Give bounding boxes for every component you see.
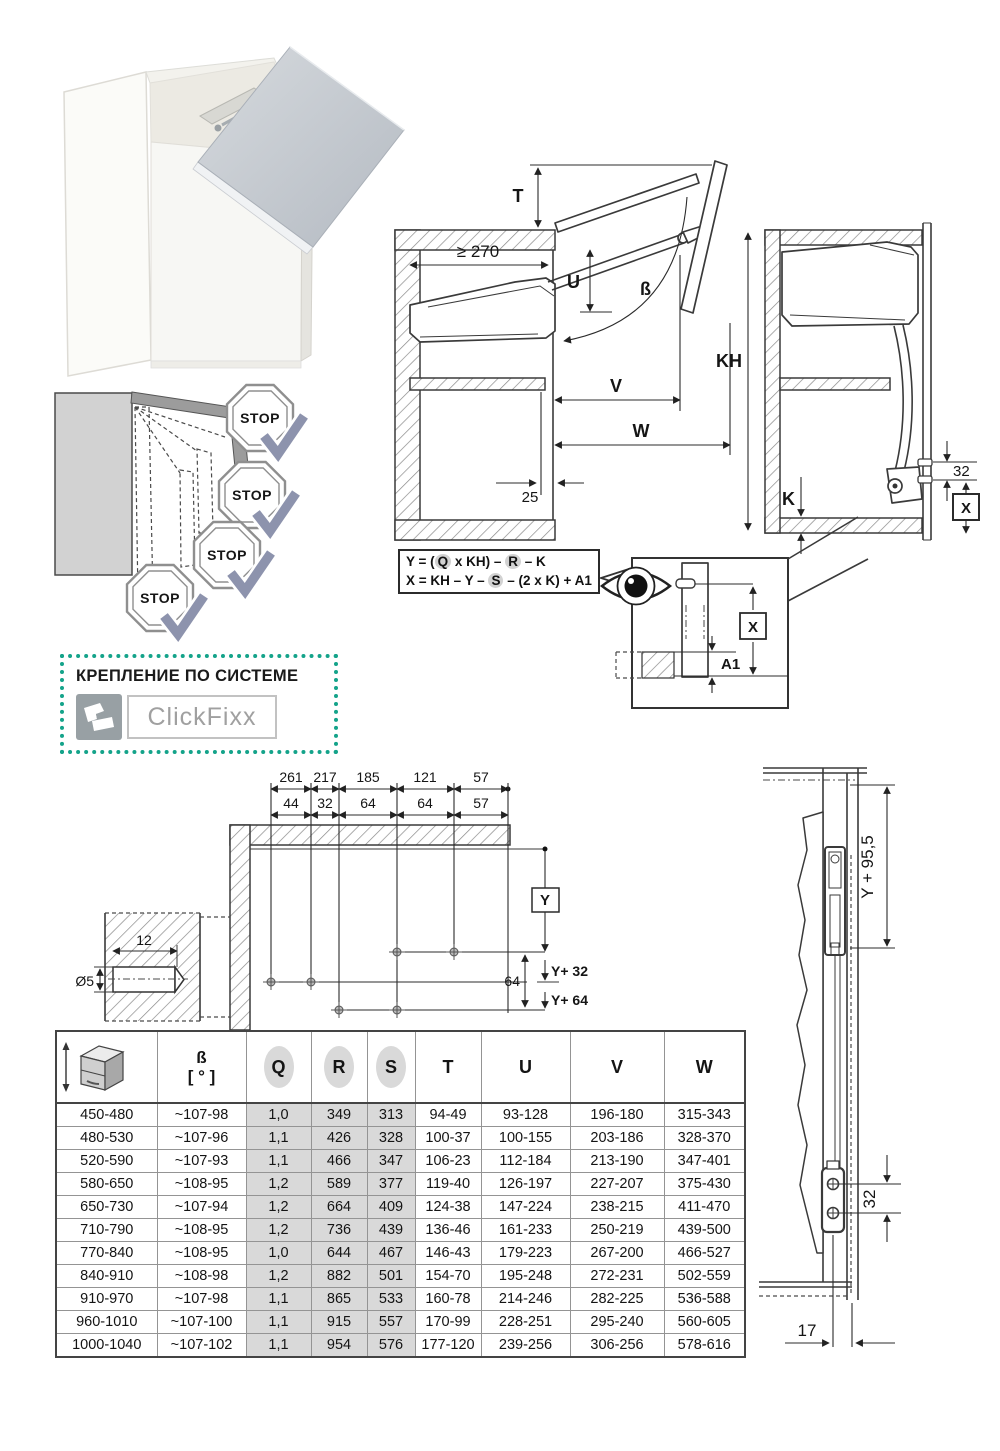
cabinet-lift-door-photo bbox=[50, 30, 410, 380]
table-cell: 466-527 bbox=[664, 1242, 745, 1265]
table-cell: 466 bbox=[311, 1150, 367, 1173]
table-cell: ~108-95 bbox=[157, 1219, 246, 1242]
chain-top-3: 121 bbox=[413, 769, 437, 785]
table-cell: 227-207 bbox=[570, 1173, 664, 1196]
drilling-pattern-diagram bbox=[60, 755, 610, 1040]
table-cell: ~108-95 bbox=[157, 1242, 246, 1265]
table-cell: 375-430 bbox=[664, 1173, 745, 1196]
header-q-circle: Q bbox=[264, 1046, 294, 1088]
header-u: U bbox=[481, 1031, 570, 1103]
lift-rail bbox=[825, 847, 845, 1168]
door-stop-positions-diagram: STOP bbox=[35, 375, 345, 645]
table-cell: 467 bbox=[367, 1242, 415, 1265]
table-cell: 306-256 bbox=[570, 1334, 664, 1358]
table-cell: 557 bbox=[367, 1311, 415, 1334]
table-cell: 315-343 bbox=[664, 1103, 745, 1127]
dim-label-beta: ß bbox=[640, 279, 651, 299]
dim-label-diameter: Ø5 bbox=[75, 973, 94, 989]
screw-spacing-dimension bbox=[839, 1155, 901, 1242]
table-cell: 710-790 bbox=[56, 1219, 157, 1242]
table-row bbox=[56, 1219, 745, 1242]
clickfixx-logo-icon bbox=[76, 694, 122, 740]
formula-q-circle: Q bbox=[435, 554, 452, 569]
chain-top-2: 185 bbox=[356, 769, 380, 785]
table-cell: ~107-93 bbox=[157, 1150, 246, 1173]
header-r-circle: R bbox=[324, 1046, 354, 1088]
chain-bottom-0: 44 bbox=[283, 795, 299, 811]
y-dimension bbox=[504, 851, 588, 1008]
table-cell: 100-37 bbox=[415, 1127, 481, 1150]
table-cell: 1,2 bbox=[246, 1265, 311, 1288]
table-cell: 126-197 bbox=[481, 1173, 570, 1196]
table-cell: 146-43 bbox=[415, 1242, 481, 1265]
header-q bbox=[246, 1031, 311, 1103]
cabinet-height-icon bbox=[57, 1038, 135, 1096]
bottom-panel bbox=[759, 1282, 852, 1296]
table-header-row bbox=[56, 1031, 745, 1103]
dim-label-kh: KH bbox=[716, 351, 742, 371]
table-cell: 439 bbox=[367, 1219, 415, 1242]
door-bracket bbox=[822, 1161, 844, 1232]
table-cell: 295-240 bbox=[570, 1311, 664, 1334]
table-cell: 533 bbox=[367, 1288, 415, 1311]
dim-label-depth: 12 bbox=[136, 932, 152, 948]
table-cell: 650-730 bbox=[56, 1196, 157, 1219]
header-r bbox=[311, 1031, 367, 1103]
dim-label-y: Y bbox=[539, 892, 551, 909]
table-cell: 580-650 bbox=[56, 1173, 157, 1196]
table-cell: 119-40 bbox=[415, 1173, 481, 1196]
table-cell: 347 bbox=[367, 1150, 415, 1173]
table-cell: 736 bbox=[311, 1219, 367, 1242]
table-cell: 161-233 bbox=[481, 1219, 570, 1242]
table-cell: 377 bbox=[367, 1173, 415, 1196]
table-cell: 409 bbox=[367, 1196, 415, 1219]
header-s bbox=[367, 1031, 415, 1103]
y-955-dimension bbox=[850, 785, 895, 948]
table-cell: 1,1 bbox=[246, 1150, 311, 1173]
dim-label-min-width: ≥ 270 bbox=[456, 242, 500, 261]
clickfixx-logo-row bbox=[76, 694, 326, 740]
table-row bbox=[56, 1334, 745, 1358]
table-cell: 450-480 bbox=[56, 1103, 157, 1127]
table-cell: 644 bbox=[311, 1242, 367, 1265]
formula-y-part: – K bbox=[520, 554, 546, 569]
table-cell: 195-248 bbox=[481, 1265, 570, 1288]
formula-y bbox=[406, 552, 592, 571]
table-cell: 100-155 bbox=[481, 1127, 570, 1150]
table-row bbox=[56, 1127, 745, 1150]
table-cell: 177-120 bbox=[415, 1334, 481, 1358]
table-cell: ~107-94 bbox=[157, 1196, 246, 1219]
table-body bbox=[56, 1103, 745, 1357]
table-cell: 272-231 bbox=[570, 1265, 664, 1288]
header-beta-symbol: ß bbox=[196, 1048, 207, 1067]
table-cell: 520-590 bbox=[56, 1150, 157, 1173]
table-row bbox=[56, 1103, 745, 1127]
table-cell: ~107-96 bbox=[157, 1127, 246, 1150]
table-cell: 536-588 bbox=[664, 1288, 745, 1311]
table-cell: 106-23 bbox=[415, 1150, 481, 1173]
table-cell: 313 bbox=[367, 1103, 415, 1127]
table-cell: 154-70 bbox=[415, 1265, 481, 1288]
table-row bbox=[56, 1173, 745, 1196]
table-row bbox=[56, 1311, 745, 1334]
dim-label-t: T bbox=[512, 186, 524, 206]
dim-label-v: V bbox=[609, 376, 623, 396]
eye-detail-bubble bbox=[601, 558, 788, 708]
table-cell: ~107-100 bbox=[157, 1311, 246, 1334]
hole-positions bbox=[263, 783, 545, 1018]
table-cell: 170-99 bbox=[415, 1311, 481, 1334]
formula-x-part: X = KH – Y – bbox=[406, 573, 489, 588]
table-cell: 94-49 bbox=[415, 1103, 481, 1127]
dim-label-k: K bbox=[782, 489, 795, 509]
formula-box bbox=[398, 549, 600, 594]
header-v: V bbox=[570, 1031, 664, 1103]
formula-s-circle: S bbox=[488, 573, 503, 588]
table-cell: 954 bbox=[311, 1334, 367, 1358]
table-cell: 840-910 bbox=[56, 1265, 157, 1288]
dim-label-w: W bbox=[632, 421, 650, 441]
header-cabinet-height bbox=[56, 1031, 157, 1103]
dim-label-64: 64 bbox=[504, 973, 520, 989]
table-cell: 770-840 bbox=[56, 1242, 157, 1265]
table-cell: 560-605 bbox=[664, 1311, 745, 1334]
formula-x-part: – (2 x K) + A1 bbox=[503, 573, 592, 588]
header-beta-unit: [ ° ] bbox=[187, 1067, 216, 1086]
dim-label-y32: Y+ 32 bbox=[551, 963, 588, 979]
dim-label-y955: Y + 95,5 bbox=[858, 835, 877, 899]
chain-bottom-4: 57 bbox=[473, 795, 489, 811]
table-cell: 213-190 bbox=[570, 1150, 664, 1173]
table-cell: 501 bbox=[367, 1265, 415, 1288]
table-cell: ~107-98 bbox=[157, 1103, 246, 1127]
clickfixx-panel bbox=[60, 654, 338, 754]
table-cell: 112-184 bbox=[481, 1150, 570, 1173]
table-cell: 480-530 bbox=[56, 1127, 157, 1150]
formula-r-circle: R bbox=[505, 554, 521, 569]
table-cell: 1,2 bbox=[246, 1219, 311, 1242]
table-cell: 1,2 bbox=[246, 1196, 311, 1219]
dim-label-screw-32: 32 bbox=[860, 1189, 879, 1209]
table-cell: 411-470 bbox=[664, 1196, 745, 1219]
table-cell: 1,0 bbox=[246, 1242, 311, 1265]
formula-y-part: Y = ( bbox=[406, 554, 435, 569]
hole-spacing-chains bbox=[271, 769, 508, 815]
table-cell: 196-180 bbox=[570, 1103, 664, 1127]
table-cell: 136-46 bbox=[415, 1219, 481, 1242]
dim-label-y64: Y+ 64 bbox=[551, 992, 588, 1008]
table-cell: 203-186 bbox=[570, 1127, 664, 1150]
header-beta bbox=[157, 1031, 246, 1103]
table-cell: 179-223 bbox=[481, 1242, 570, 1265]
dim-label-x-box: X bbox=[960, 500, 972, 517]
table-cell: 238-215 bbox=[570, 1196, 664, 1219]
dim-label-32: 32 bbox=[953, 463, 970, 480]
carcase-corner bbox=[230, 787, 551, 1031]
dim-label-17: 17 bbox=[797, 1321, 817, 1340]
header-t: T bbox=[415, 1031, 481, 1103]
table-cell: 328-370 bbox=[664, 1127, 745, 1150]
chain-bottom-1: 32 bbox=[317, 795, 333, 811]
table-cell: 960-1010 bbox=[56, 1311, 157, 1334]
table-cell: 664 bbox=[311, 1196, 367, 1219]
formula-y-part: x KH) – bbox=[451, 554, 506, 569]
table-row bbox=[56, 1150, 745, 1173]
table-cell: 1,0 bbox=[246, 1103, 311, 1127]
table-cell: 426 bbox=[311, 1127, 367, 1150]
table-cell: 589 bbox=[311, 1173, 367, 1196]
header-w: W bbox=[664, 1031, 745, 1103]
chain-top-4: 57 bbox=[473, 769, 489, 785]
table-cell: 160-78 bbox=[415, 1288, 481, 1311]
formula-x bbox=[406, 571, 592, 590]
table-cell: 578-616 bbox=[664, 1334, 745, 1358]
clickfixx-wordmark: ClickFixx bbox=[127, 695, 277, 739]
table-cell: 328 bbox=[367, 1127, 415, 1150]
table-cell: 1,1 bbox=[246, 1334, 311, 1358]
dimension-diagram bbox=[390, 155, 985, 725]
dim-label-a1: A1 bbox=[721, 656, 741, 673]
table-cell: ~108-95 bbox=[157, 1173, 246, 1196]
side-mounting-diagram bbox=[755, 755, 985, 1405]
table-row bbox=[56, 1242, 745, 1265]
table-cell: 239-256 bbox=[481, 1334, 570, 1358]
table-cell: 147-224 bbox=[481, 1196, 570, 1219]
table-cell: 882 bbox=[311, 1265, 367, 1288]
table-cell: 1,1 bbox=[246, 1288, 311, 1311]
table-cell: 214-246 bbox=[481, 1288, 570, 1311]
closed-section-dimensions bbox=[782, 441, 979, 554]
table-cell: ~107-102 bbox=[157, 1334, 246, 1358]
callout-neck bbox=[788, 559, 868, 601]
chain-bottom-3: 64 bbox=[417, 795, 433, 811]
table-cell: ~107-98 bbox=[157, 1288, 246, 1311]
dimension-table bbox=[55, 1030, 746, 1358]
table-cell: 347-401 bbox=[664, 1150, 745, 1173]
offset-17-dimension bbox=[785, 1235, 895, 1347]
table-cell: 267-200 bbox=[570, 1242, 664, 1265]
table-cell: 93-128 bbox=[481, 1103, 570, 1127]
table-row bbox=[56, 1288, 745, 1311]
chain-top-1: 217 bbox=[313, 769, 337, 785]
table-cell: 865 bbox=[311, 1288, 367, 1311]
table-cell: 228-251 bbox=[481, 1311, 570, 1334]
clickfixx-title: КРЕПЛЕНИЕ ПО СИСТЕМЕ bbox=[76, 667, 299, 685]
table-cell: 250-219 bbox=[570, 1219, 664, 1242]
torn-side-panel bbox=[797, 812, 823, 1253]
table-cell: 282-225 bbox=[570, 1288, 664, 1311]
hole-depth-detail bbox=[75, 913, 230, 1021]
chain-top-0: 261 bbox=[279, 769, 303, 785]
table-cell: 502-559 bbox=[664, 1265, 745, 1288]
table-cell: ~108-98 bbox=[157, 1265, 246, 1288]
dim-label-u: U bbox=[567, 272, 580, 292]
table-cell: 1,1 bbox=[246, 1311, 311, 1334]
table-cell: 910-970 bbox=[56, 1288, 157, 1311]
dim-label-25: 25 bbox=[521, 489, 539, 506]
table-cell: 1000-1040 bbox=[56, 1334, 157, 1358]
table-cell: 439-500 bbox=[664, 1219, 745, 1242]
table-cell: 124-38 bbox=[415, 1196, 481, 1219]
header-s-circle: S bbox=[376, 1046, 406, 1088]
table-row bbox=[56, 1196, 745, 1219]
chain-bottom-2: 64 bbox=[360, 795, 376, 811]
table-cell: 576 bbox=[367, 1334, 415, 1358]
table-cell: 1,1 bbox=[246, 1127, 311, 1150]
table-cell: 1,2 bbox=[246, 1173, 311, 1196]
table-cell: 349 bbox=[311, 1103, 367, 1127]
dim-label-x-detail: X bbox=[747, 619, 759, 636]
table-cell: 915 bbox=[311, 1311, 367, 1334]
table-row bbox=[56, 1265, 745, 1288]
